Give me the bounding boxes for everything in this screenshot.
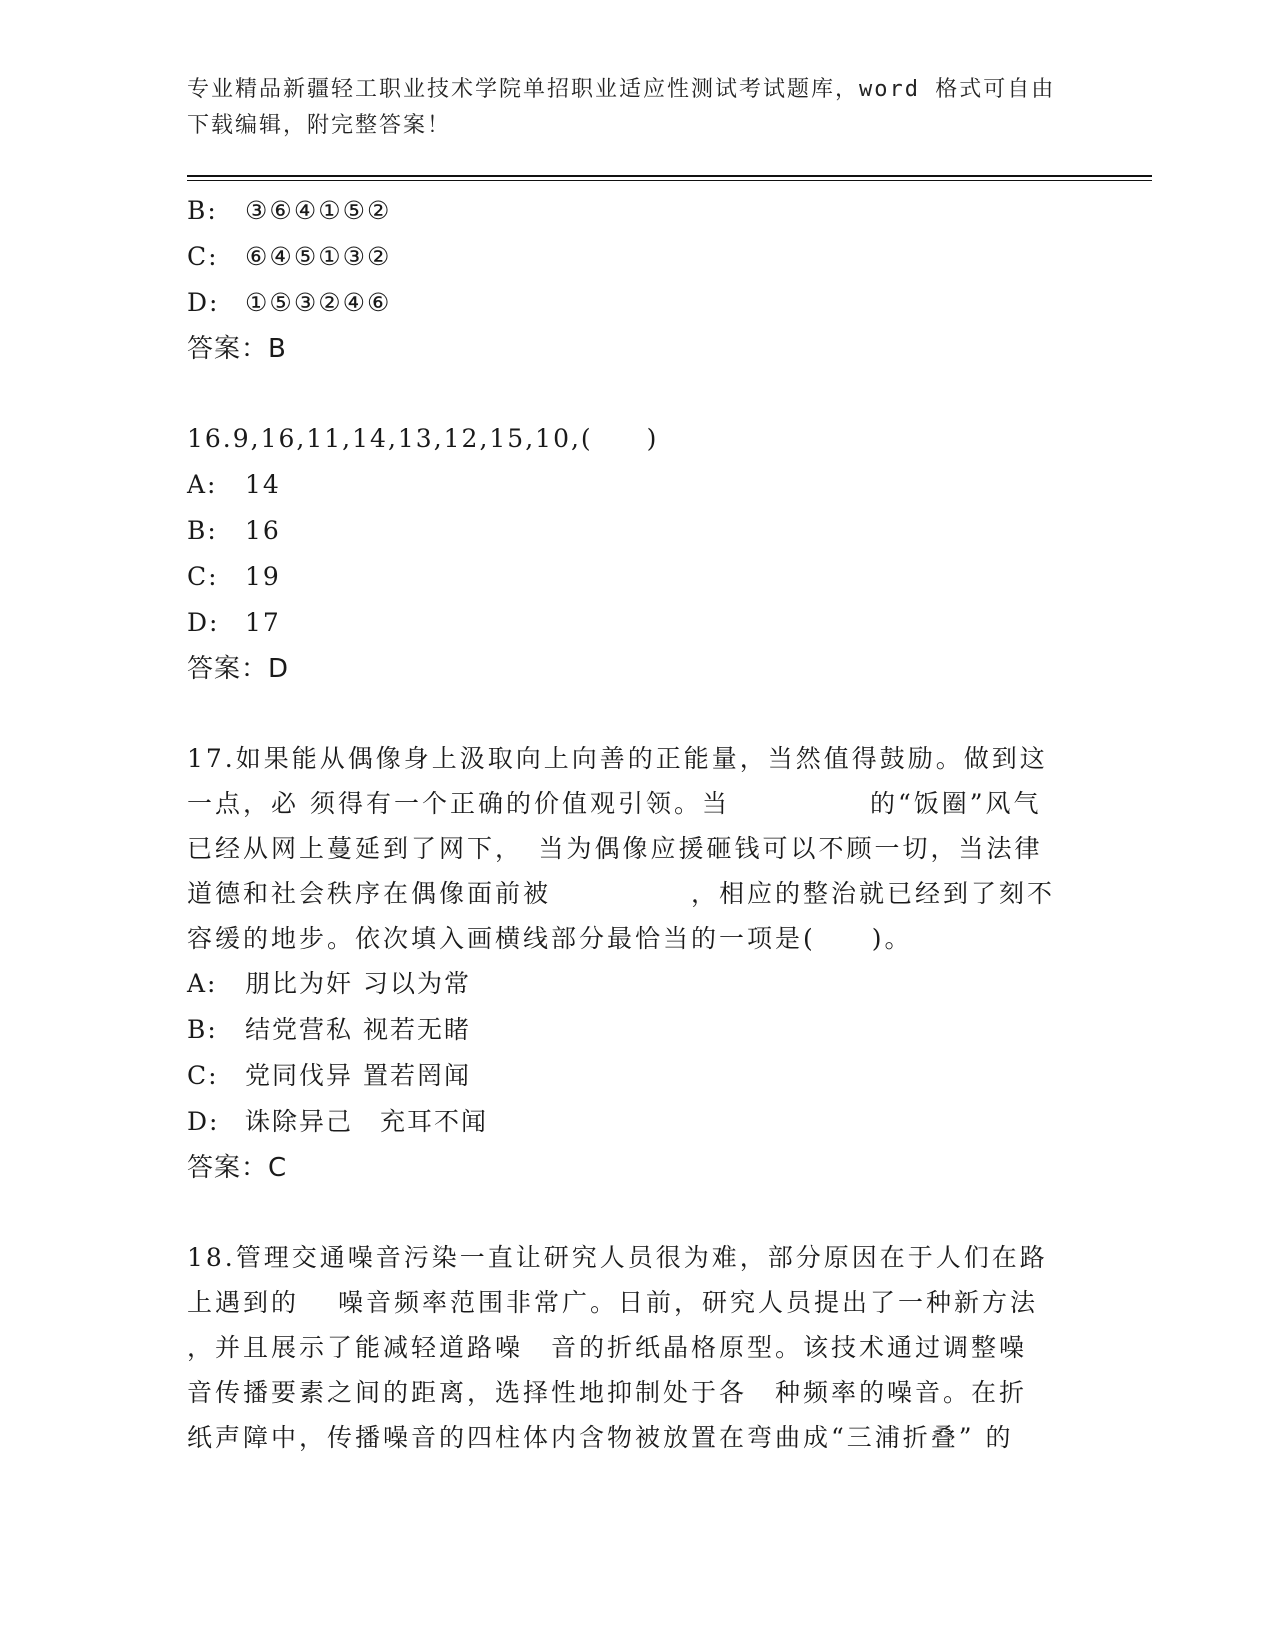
option-d xyxy=(187,1099,1087,1145)
answer-line: 答案：C xyxy=(187,1153,288,1183)
option-a xyxy=(187,462,1087,508)
option-text: ⑥④⑤①③② xyxy=(245,242,392,271)
question-stem xyxy=(187,736,1087,961)
option-text: 16 xyxy=(245,516,281,545)
option-letter: A: xyxy=(187,969,218,998)
header-divider-thin xyxy=(187,180,1152,181)
question-17 xyxy=(187,736,1087,1191)
answer-line: 答案：B xyxy=(187,334,287,364)
header-divider-thick xyxy=(187,175,1152,177)
stem-line: 17.如果能从偶像身上汲取向上向善的正能量，当然值得鼓励。做到这 xyxy=(187,744,1048,773)
stem-line: ，并且展示了能减轻道路噪 音的折纸晶格原型。该技术通过调整噪 xyxy=(187,1333,1028,1362)
spacer xyxy=(187,1191,1087,1235)
page-header xyxy=(187,72,1077,144)
stem-line: 18.管理交通噪音污染一直让研究人员很为难，部分原因在于人们在路 xyxy=(187,1243,1048,1272)
option-letter: C: xyxy=(187,562,219,591)
option-text: 党同伐异 置若罔闻 xyxy=(245,1061,471,1090)
option-a xyxy=(187,961,1087,1007)
option-letter: D: xyxy=(187,288,220,317)
option-letter: C: xyxy=(187,1061,219,1090)
question-18 xyxy=(187,1235,1087,1460)
stem-line: 上遇到的 噪音频率范围非常广。日前，研究人员提出了一种新方法 xyxy=(187,1288,1038,1317)
option-letter: C: xyxy=(187,242,219,271)
option-d xyxy=(187,600,1087,646)
option-text: ①⑤③②④⑥ xyxy=(245,288,392,317)
option-d xyxy=(187,280,1087,326)
option-c xyxy=(187,234,1087,280)
spacer xyxy=(187,372,1087,416)
option-b xyxy=(187,508,1087,554)
question-15-options xyxy=(187,188,1087,372)
option-text: 17 xyxy=(245,608,281,637)
stem-line: 已经从网上蔓延到了网下， 当为偶像应援砸钱可以不顾一切，当法律 xyxy=(187,834,1043,863)
stem-line: 容缓的地步。依次填入画横线部分最恰当的一项是( )。 xyxy=(187,924,913,953)
question-stem xyxy=(187,1235,1087,1460)
option-letter: D: xyxy=(187,1107,220,1136)
option-text: 结党营私 视若无睹 xyxy=(245,1015,471,1044)
option-text: 14 xyxy=(245,470,281,499)
question-stem: 16.9,16,11,14,13,12,15,10,( ) xyxy=(187,424,659,453)
option-b xyxy=(187,1007,1087,1053)
header-line-1: 专业精品新疆轻工职业技术学院单招职业适应性测试考试题库，word 格式可自由 xyxy=(187,77,1056,102)
question-content xyxy=(187,188,1087,1460)
option-b xyxy=(187,188,1087,234)
option-letter: B: xyxy=(187,196,218,225)
stem-line: 一点，必 须得有一个正确的价值观引领。当 的“饭圈”风气 xyxy=(187,789,1042,818)
question-16 xyxy=(187,416,1087,692)
option-letter: D: xyxy=(187,608,220,637)
option-text: 朋比为奸 习以为常 xyxy=(245,969,471,998)
option-letter: A: xyxy=(187,470,218,499)
option-text: 诛除异己 充耳不闻 xyxy=(245,1107,489,1136)
option-c xyxy=(187,554,1087,600)
option-text: 19 xyxy=(245,562,281,591)
option-c xyxy=(187,1053,1087,1099)
stem-line: 音传播要素之间的距离，选择性地抑制处于各 种频率的噪音。在折 xyxy=(187,1378,1028,1407)
header-line-2: 下载编辑，附完整答案！ xyxy=(187,113,452,138)
stem-line: 道德和社会秩序在偶像面前被 ，相应的整治就已经到了刻不 xyxy=(187,879,1056,908)
answer-line: 答案：D xyxy=(187,654,290,684)
option-letter: B: xyxy=(187,1015,218,1044)
option-letter: B: xyxy=(187,516,218,545)
option-text: ③⑥④①⑤② xyxy=(245,196,392,225)
spacer xyxy=(187,692,1087,736)
stem-line: 纸声障中，传播噪音的四柱体内含物被放置在弯曲成“三浦折叠” 的 xyxy=(187,1423,1014,1452)
